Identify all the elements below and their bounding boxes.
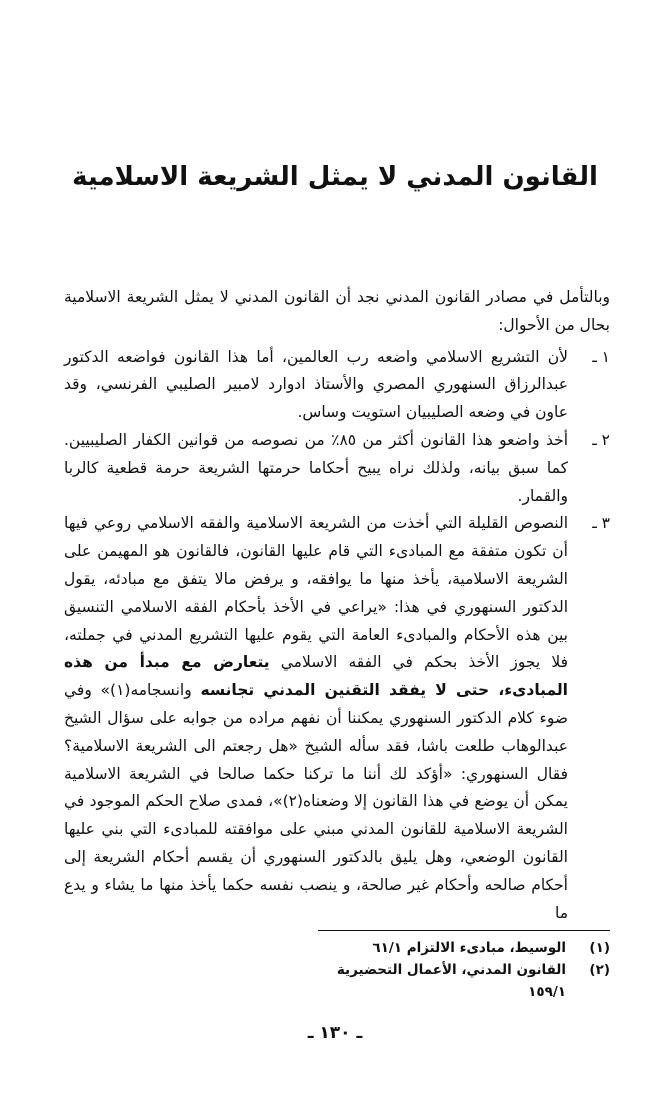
item-text-start: النصوص القليلة التي أخذت من الشريعة الاسلامية والفقه الاسلامي روعي فيها أن تكون متفقة مع المبادىء التي قام عليها القانون، فالقانون هو المهيمن على الشريعة الاسلامية، يأخذ منها ما يوافقه، و يرفض مالا يتفق مع مبادئه، يقول الدكتور السنهوري في هذا: «يراعي في الأخذ بأحكام الفقه الاسلامي التنسيق بين هذه الأحكام والمبادىء العامة التي يقوم عليها التشريع المدني في جملته، فلا يجوز الأخذ بحكم في الفقه الاسلامي [64, 514, 568, 672]
item-text-emphasis: يتعارض مع مبدأ من هذه المبادىء، حتى لا يفقد التقنين المدني تجانسه [64, 653, 568, 700]
list-item [64, 510, 610, 927]
footnote-number: (١) [589, 940, 610, 956]
footnote-divider [318, 930, 610, 931]
item-number: ٣ ـ [592, 514, 610, 533]
item-number: ١ ـ [592, 347, 610, 366]
page-number: ـ ١٣٠ ـ [307, 1023, 363, 1043]
item-text: لأن التشريع الاسلامي واضعه رب العالمين، أما هذا القانون فواضعه الدكتور عبدالرزاق السنهوري المصري والأستاذ ادوارد لامبير الصليبي الفرنسي، وقد عاون في وضعه الصليبيان استويت وساس. [64, 347, 568, 422]
intro-paragraph: وبالتأمل في مصادر القانون المدني نجد أن القانون المدني لا يمثل الشريعة الاسلامية بحال من الأحوال: [64, 288, 610, 334]
footnote [320, 959, 610, 1003]
item-number: ٢ ـ [592, 430, 610, 449]
footnote [320, 937, 610, 959]
item-text-end: وانسجامه(١)» وفي ضوء كلام الدكتور السنهوري يمكننا أن نفهم مراده من جوابه على سؤال الشيخ عبدالوهاب طلعت باشا، فقد سأله الشيخ «هل رجعتم الى الشريعة الاسلامية؟ فقال السنهوري: «أؤكد لك أننا ما تركنا حكما صالحا في الشريعة الاسلامية يمكن أن يوضع في هذا القانون إلا وضعناه(٢)»، فمدى صلاح الحكم الموجود في الشريعة الاسلامية للقانون المدني مبني على موافقته للمبادىء التي بني عليها القانون الوضعي، وهل يليق بالدكتور السنهوري أن يقسم أحكام الشريعة إلى أحكام صالحه وأحكام غير صالحة، و ينصب نفسه حكما يأخذ منها ما يشاء و يدع ما [64, 681, 568, 922]
footnote-text: القانون المدني، الأعمال التحضيرية ١٥٩/١ [336, 962, 566, 1000]
list-item [64, 344, 610, 427]
body-text [64, 284, 610, 927]
footnotes [320, 937, 610, 1003]
chapter-title: القانون المدني لا يمثل الشريعة الاسلامية [72, 162, 598, 192]
footnote-number: (٢) [589, 962, 610, 978]
footnote-text: الوسيط، مبادىء الالتزام ٦١/١ [372, 940, 566, 956]
list-item [64, 427, 610, 510]
item-text: أخذ واضعو هذا القانون أكثر من ٨٥٪ من نصوصه من قوانين الكفار الصليبيين. كما سبق بيانه، ولذلك نراه يبيح أحكاما حرمتها الشريعة حرمة قطعية كالربا والقمار. [64, 430, 568, 505]
